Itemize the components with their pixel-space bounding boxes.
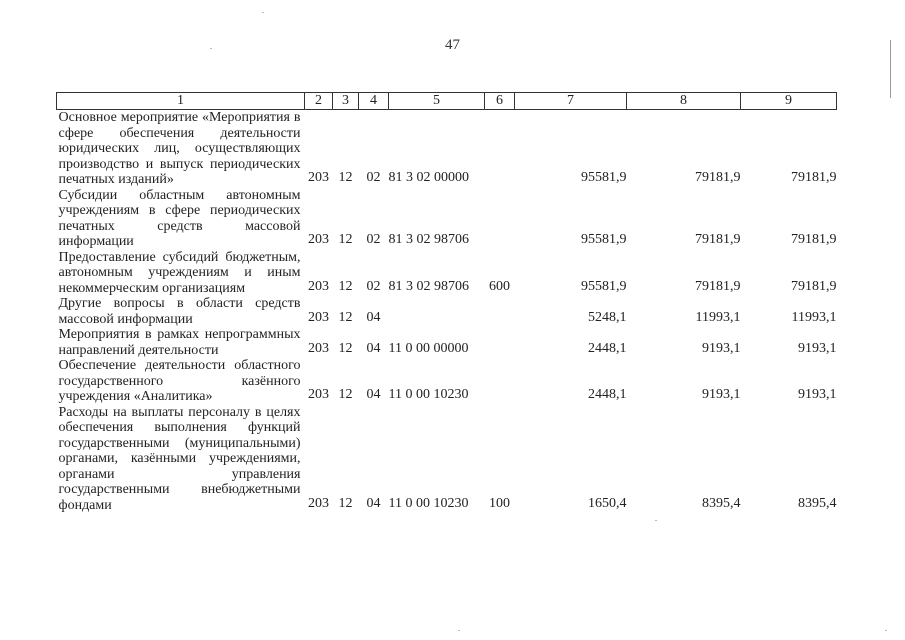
row-col-9: 79181,9	[791, 278, 837, 294]
row-col-6	[485, 296, 515, 327]
row-col-9: 79181,9	[791, 232, 837, 247]
header-col-8: 8	[627, 93, 741, 110]
row-col-6	[485, 110, 515, 188]
row-col-6: 600	[489, 278, 510, 294]
row-col-6	[485, 327, 515, 358]
row-name: Другие вопросы в области средств массовой информации	[58, 296, 301, 327]
row-col-4: 04	[366, 309, 381, 325]
row-col-2: 203	[308, 340, 329, 356]
scan-speck	[885, 630, 887, 631]
row-col-3: 12	[338, 278, 353, 294]
row-col-8: 79181,9	[695, 232, 741, 247]
row-col-4: 04	[366, 495, 381, 511]
row-col-8: 9193,1	[702, 387, 741, 402]
row-col-7: 5248,1	[588, 309, 627, 325]
table-row	[57, 188, 837, 250]
scan-speck	[458, 630, 460, 631]
table-row	[57, 358, 837, 405]
row-name: Мероприятия в рамках непрограммных направлений деятельности	[58, 327, 301, 358]
row-col-4: 02	[366, 170, 381, 185]
page-number: 47	[445, 37, 460, 53]
row-col-6	[485, 358, 515, 405]
table-row	[57, 296, 837, 327]
row-col-2: 203	[308, 387, 329, 402]
row-col-8: 11993,1	[695, 309, 741, 325]
row-col-3: 12	[338, 387, 353, 402]
row-col-6: 100	[489, 495, 510, 511]
table-row	[57, 405, 837, 514]
header-row	[57, 93, 837, 110]
scan-speck	[210, 48, 212, 49]
row-col-4: 02	[366, 278, 381, 294]
row-name: Субсидии областным автономным учреждениям в сфере периодических печатных средств массовой информации	[58, 187, 301, 249]
header-col-2: 2	[305, 93, 333, 110]
row-col-5: 11 0 00 10230	[388, 495, 469, 511]
row-col-7: 1650,4	[588, 495, 627, 511]
row-col-7: 95581,9	[581, 278, 627, 294]
row-col-5: 11 0 00 00000	[388, 340, 469, 356]
table-row	[57, 110, 837, 188]
row-col-9: 79181,9	[791, 170, 837, 185]
header-col-4: 4	[359, 93, 389, 110]
header-col-1: 1	[57, 93, 305, 110]
table-row	[57, 250, 837, 297]
header-col-3: 3	[333, 93, 359, 110]
scan-speck	[655, 520, 657, 521]
row-col-5: 11 0 00 10230	[388, 387, 469, 402]
scan-speck	[262, 12, 264, 13]
row-col-4: 02	[366, 232, 381, 247]
header-col-9: 9	[741, 93, 837, 110]
row-col-9: 9193,1	[798, 340, 837, 356]
row-col-3: 12	[338, 309, 353, 325]
row-col-8: 79181,9	[695, 278, 741, 294]
row-col-9: 11993,1	[791, 309, 837, 325]
row-name: Расходы на выплаты персоналу в целях обеспечения выполнения функций государственными (муниципальными) органами, казёнными учреждениями, органами управления государственными внебюджетными фондами	[58, 404, 301, 513]
header-col-5: 5	[389, 93, 485, 110]
budget-table	[56, 92, 837, 513]
row-col-2: 203	[308, 495, 329, 511]
row-col-7: 95581,9	[581, 170, 627, 185]
row-col-9: 8395,4	[798, 495, 837, 511]
row-col-2: 203	[308, 232, 329, 247]
row-col-5: 81 3 02 00000	[388, 170, 469, 185]
row-col-7: 2448,1	[588, 340, 627, 356]
row-name: Предоставление субсидий бюджетным, автономным учреждениям и иным некоммерческим организациям	[58, 249, 301, 296]
row-col-4: 04	[366, 387, 381, 402]
row-col-8: 8395,4	[702, 495, 741, 511]
row-name: Основное мероприятие «Мероприятия в сфере обеспечения деятельности юридических лиц, осуществляющих производство и выпуск периодических печатных изданий»	[58, 110, 301, 187]
header-col-7: 7	[515, 93, 627, 110]
row-col-5: 81 3 02 98706	[388, 232, 469, 247]
row-col-3: 12	[338, 232, 353, 247]
row-col-8: 9193,1	[702, 340, 741, 356]
row-col-6	[485, 188, 515, 250]
scan-edge-line	[890, 40, 891, 98]
row-name: Обеспечение деятельности областного государственного казённого учреждения «Аналитика»	[58, 358, 301, 404]
row-col-2: 203	[308, 170, 329, 185]
row-col-9: 9193,1	[798, 387, 837, 402]
row-col-7: 2448,1	[588, 387, 627, 402]
table-row	[57, 327, 837, 358]
row-col-7: 95581,9	[581, 232, 627, 247]
row-col-5	[389, 296, 485, 327]
header-col-6: 6	[485, 93, 515, 110]
row-col-4: 04	[366, 340, 381, 356]
row-col-5: 81 3 02 98706	[388, 278, 469, 294]
row-col-8: 79181,9	[695, 170, 741, 185]
row-col-3: 12	[338, 170, 353, 185]
row-col-2: 203	[308, 278, 329, 294]
row-col-2: 203	[308, 309, 329, 325]
row-col-3: 12	[338, 340, 353, 356]
row-col-3: 12	[338, 495, 353, 511]
